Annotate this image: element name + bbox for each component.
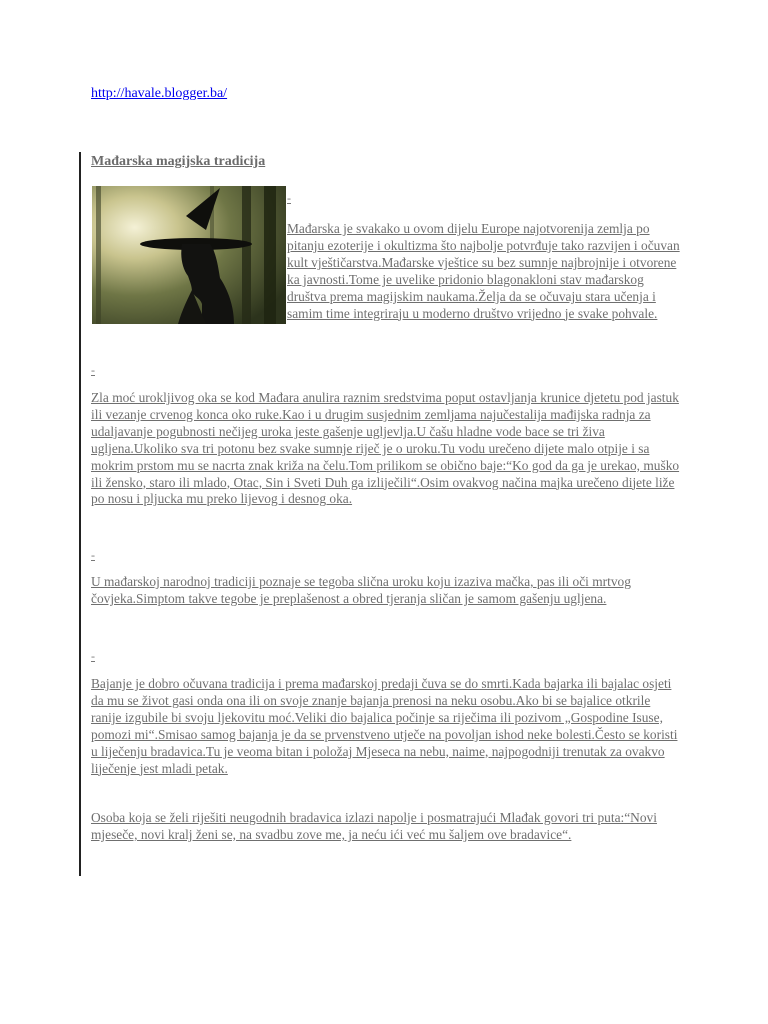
witch-photo: [92, 186, 286, 324]
separator-dash: -: [91, 363, 95, 377]
article-title: Mađarska magijska tradicija: [91, 154, 266, 169]
blog-url-link[interactable]: http://havale.blogger.ba/: [91, 86, 228, 101]
paragraph-bajanje: Bajanje je dobro očuvana tradicija i prema mađarskoj predaji čuva se do smrti.Kada bajarka ili bajalac osjeti da mu se život gasi onda ona ili on svoje znanje bajanja prenosi na neku osobu.Ako bi se bajalice otkrile ranije izgubile bi svoju ljekovitu moć.Veliki dio bajalica počinje sa riječima ili pozivom „Gospodine Isuse, pomozi mi“.Smisao samog bajanja je da se prvenstveno utječe na povoljan ishod neke bolesti.Često se koristi u liječenju bradavica.Tu je veoma bitan i položaj Mjeseca na nebu, naime, najpogodniji trenutak za ovakvo liječenje jest mladi petak.: [91, 676, 678, 776]
paragraph-warts: Osoba koja se želi riješiti neugodnih bradavica izlazi napolje i posmatrajući Mlađak govori tri puta:“Novi mjeseče, novi kralj ženi se, na svadbu zove me, ja neću ići već mu šaljem ove bradavice“.: [91, 810, 657, 842]
separator-dash: -: [91, 548, 95, 562]
paragraph-evil-eye: Zla moć urokljivog oka se kod Mađara anulira raznim sredstvima poput ostavljanja krunice djetetu pod jastuk ili vezanje crvenog konca oko ruke.Kao i u drugim susjednim zemljama najučestalija mađijska radnja za udaljavanje pogubnosti nečijeg uroka jeste gašenje ugljevlja.U čašu hladne vode bace se tri živa ugljena.Ukoliko sva tri potonu bez svake sumnje riječ je o uroku.Tu vodu urečeno dijete malo otpije i sa mokrim prstom mu se nacrta znak križa na čelu.Tom prilikom se obično baje:“Ko god da ga je urekao, muško ili žensko, staro ili mlado, Otac, Sin i Sveti Duh ga izliječili“.Osim ovakvog načina majka urečeno dijete liže po nosu i pljucka mu preko lijevog i desnog oka.: [91, 390, 680, 507]
left-border-line: [79, 152, 81, 876]
separator-dash: -: [91, 649, 95, 663]
paragraph-folk-tradition: U mađarskoj narodnoj tradiciji poznaje se tegoba slična uroku koju izaziva mačka, pas ili oči mrtvog čovjeka.Simptom takve tegobe je preplašenost a obred tjeranja sličan je samom gašenju ugljena.: [91, 574, 631, 606]
paragraph-intro: Mađarska je svakako u ovom dijelu Europe najotvorenija zemlja po pitanju ezoterije i okultizma što najbolje potvrđuje tako razvijen i očuvan kult vještičarstva.Mađarske vještice su bez sumnje najbrojnije i otvorene ka javnosti.Tome je uvelike pridonio blagonakloni stav mađarskog društva prema magijskim naukama.Želja da se očuvaju stara učenja i samim time integriraju u moderno društvo vrijedno je svake pohvale.: [287, 221, 680, 321]
separator-dash: -: [287, 191, 291, 205]
